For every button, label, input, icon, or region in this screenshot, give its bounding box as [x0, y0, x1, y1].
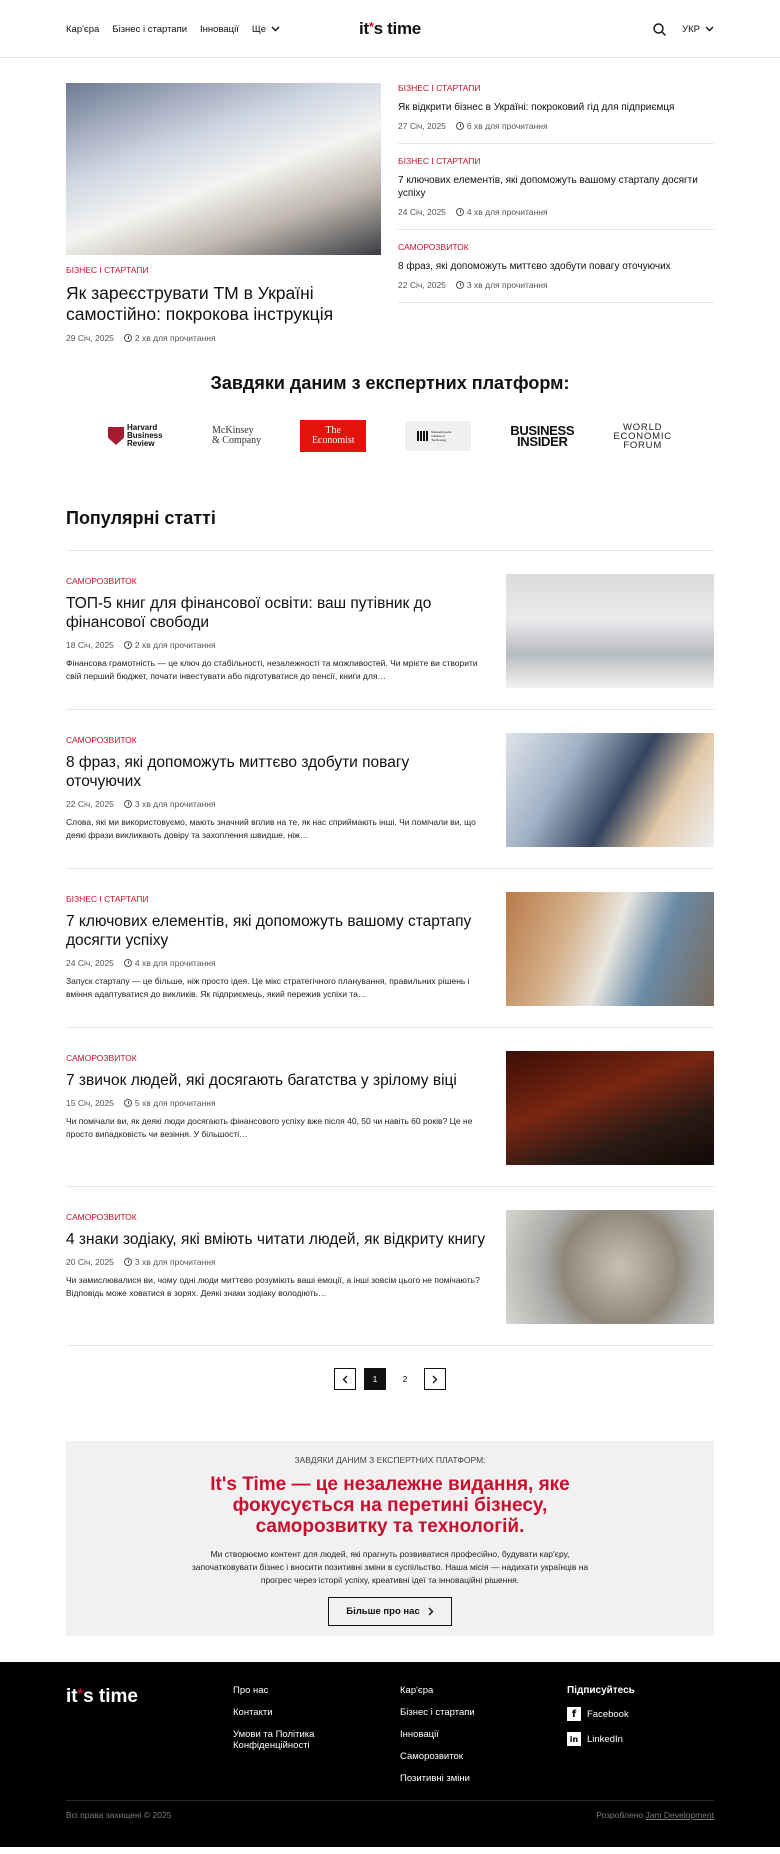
clock-icon	[456, 281, 464, 289]
popular-section	[66, 508, 714, 1390]
logo-part-1: it	[359, 19, 369, 38]
facebook-link[interactable]	[567, 1707, 714, 1721]
article-category[interactable]: САМОРОЗВИТОК	[398, 242, 469, 252]
article-meta	[66, 1098, 486, 1108]
article-category[interactable]: БІЗНЕС І СТАРТАПИ	[398, 156, 481, 166]
article-thumbnail[interactable]	[506, 1051, 714, 1165]
side-article[interactable]	[398, 242, 714, 303]
article-date: 22 Січ, 2025	[66, 799, 114, 809]
mckinsey-text-2: & Company	[212, 435, 262, 446]
article-meta	[66, 958, 486, 968]
article-title[interactable]: 7 звичок людей, які досягають багатства у зрілому віці	[66, 1072, 457, 1089]
article-thumbnail[interactable]	[506, 892, 714, 1006]
article-meta	[398, 280, 714, 290]
hbr-shield-icon	[108, 427, 124, 445]
about-us-button[interactable]	[328, 1597, 451, 1626]
hero-side-list	[398, 83, 714, 343]
clock-icon	[124, 1258, 132, 1266]
bi-text-2: INSIDER	[516, 434, 568, 449]
wef-text-3: FORUM	[623, 439, 663, 451]
main-content	[66, 83, 714, 1636]
footer-col-social	[567, 1685, 714, 1800]
read-time: 3 хв для прочитання	[134, 799, 216, 809]
clock-icon	[124, 1099, 132, 1107]
article-category[interactable]: БІЗНЕС І СТАРТАПИ	[66, 265, 149, 275]
article-date: 29 Січ, 2025	[66, 333, 114, 343]
nav-more[interactable]	[252, 24, 280, 35]
footer-link-contacts[interactable]: Контакти	[233, 1707, 273, 1718]
logo-part-2: s time	[373, 19, 421, 38]
footer-link-about[interactable]: Про нас	[233, 1685, 269, 1696]
article-title[interactable]: 4 знаки зодіаку, які вміють читати людей, як відкриту книгу	[66, 1231, 486, 1248]
clock-icon	[124, 800, 132, 808]
footer-logo[interactable]	[66, 1685, 233, 1800]
linkedin-link[interactable]	[567, 1732, 714, 1746]
read-time: 2 хв для прочитання	[134, 640, 216, 650]
article-category[interactable]: САМОРОЗВИТОК	[66, 576, 137, 586]
partners-section	[66, 373, 714, 456]
article-category[interactable]: БІЗНЕС І СТАРТАПИ	[398, 83, 481, 93]
nav-innovations[interactable]: Інновації	[200, 23, 239, 35]
main-nav	[66, 24, 280, 35]
nav-more-label: Ще	[251, 23, 267, 35]
site-logo[interactable]	[359, 19, 421, 39]
mit-logo	[405, 421, 471, 451]
article-excerpt: Слова, які ми використовуємо, мають значний вплив на те, як нас сприймають інші. Чи помічали ви, що деякі фрази викликають довіру та захоплення швидше, ніж…	[66, 817, 476, 840]
about-kicker: ЗАВДЯКИ ДАНИМ З ЕКСПЕРТНИХ ПЛАТФОРМ:	[294, 1455, 486, 1465]
site-footer	[0, 1662, 780, 1847]
subscribe-title: Підписуйтесь	[567, 1685, 635, 1696]
article-excerpt: Чи замислювалися ви, чому одні люди миттєво розуміють ваші емоції, а інші зовсім цього не помічають? Відповідь може ховатися в зорях. Деякі знаки зодіаку володіють…	[66, 1275, 480, 1298]
article-excerpt: Фінансова грамотність — це ключ до стабільності, незалежності та можливостей. Чи мрієте ви створити свій перший бюджет, почати інвестувати або підготуватися до пенсії, книги для…	[66, 658, 478, 681]
article-date: 15 Січ, 2025	[66, 1098, 114, 1108]
linkedin-label: LinkedIn	[587, 1733, 623, 1745]
article-title[interactable]: 8 фраз, які допоможуть миттєво здобути повагу оточуючих	[66, 754, 410, 790]
logo-star: *	[77, 1685, 84, 1701]
clock-icon	[124, 641, 132, 649]
chevron-right-icon	[428, 1607, 434, 1616]
dev-prefix: Розроблено	[596, 1810, 644, 1820]
article-excerpt: Чи помічали ви, як деякі люди досягають фінансового успіху вже після 40, 50 чи навіть 60 років? Це не просто випадковість чи везіння. У більшості…	[66, 1116, 473, 1139]
popular-article[interactable]	[66, 551, 714, 710]
popular-article[interactable]	[66, 1028, 714, 1187]
partners-title: Завдяки даним з експертних платформ:	[210, 373, 570, 393]
article-date: 27 Січ, 2025	[398, 121, 446, 131]
wef-text-1: WORLD	[622, 421, 663, 433]
mckinsey-text-1: McKinsey	[212, 425, 254, 436]
logo-part-1: it	[66, 1686, 78, 1707]
facebook-label: Facebook	[587, 1708, 629, 1720]
pagination	[66, 1368, 714, 1390]
linkedin-icon: in	[567, 1732, 581, 1746]
article-meta	[66, 333, 381, 343]
chevron-down-icon	[271, 26, 280, 32]
article-meta	[398, 121, 714, 131]
article-excerpt: Запуск стартапу — це більше, ніж просто ідея. Це мікс стратегічного планування, правильних рішень і вміння адаптуватися до викликів. Як підприємець, який пережив успіхи та…	[66, 976, 470, 999]
article-meta	[398, 207, 714, 217]
next-page-button[interactable]	[424, 1368, 446, 1390]
clock-icon	[456, 122, 464, 130]
popular-article[interactable]	[66, 710, 714, 869]
article-date: 18 Січ, 2025	[66, 640, 114, 650]
about-section	[66, 1441, 714, 1636]
article-date: 20 Січ, 2025	[66, 1257, 114, 1267]
about-us-label: Більше про нас	[346, 1606, 420, 1617]
read-time: 6 хв для прочитання	[466, 121, 548, 131]
popular-title: Популярні статті	[66, 508, 714, 551]
bi-text-1: BUSINESS	[510, 423, 575, 438]
language-label: УКР	[682, 23, 700, 35]
read-time: 4 хв для прочитання	[466, 207, 548, 217]
article-category[interactable]: БІЗНЕС І СТАРТАПИ	[66, 894, 149, 904]
article-thumbnail[interactable]	[506, 1210, 714, 1324]
article-title[interactable]: Як відкрити бізнес в Україні: покроковий гід для підприємця	[398, 102, 675, 113]
language-selector[interactable]	[682, 24, 714, 35]
developer-credit	[596, 1810, 714, 1820]
article-meta	[66, 1257, 486, 1267]
wef-logo	[613, 423, 672, 450]
hero-image[interactable]	[66, 83, 381, 255]
chevron-right-icon	[432, 1375, 438, 1384]
popular-article[interactable]	[66, 869, 714, 1028]
clock-icon	[456, 208, 464, 216]
wef-text-2: ECONOMIC	[613, 430, 672, 442]
economist-text-1: The	[325, 425, 341, 436]
article-category[interactable]: САМОРОЗВИТОК	[66, 1053, 137, 1063]
popular-article[interactable]	[66, 1187, 714, 1346]
clock-icon	[124, 959, 132, 967]
article-date: 24 Січ, 2025	[66, 958, 114, 968]
footer-col-categories	[400, 1685, 567, 1800]
page-1-button[interactable]: 1	[364, 1368, 386, 1390]
clock-icon	[124, 334, 132, 342]
article-title[interactable]: 8 фраз, які допоможуть миттєво здобути повагу оточуючих	[398, 261, 671, 272]
developer-link[interactable]: Jam Development	[645, 1810, 714, 1820]
page-2-button[interactable]: 2	[402, 1374, 408, 1384]
footer-link-business[interactable]: Бізнес і стартапи	[400, 1707, 475, 1718]
about-title: It's Time — це незалежне видання, яке фокусується на перетині бізнесу, саморозвитку та технологій.	[210, 1474, 570, 1537]
mckinsey-logo	[212, 426, 261, 446]
hero-main-article[interactable]	[66, 83, 381, 343]
article-title[interactable]: Як зареєструвати ТМ в Україні самостійно: покрокова інструкція	[66, 283, 334, 324]
business-insider-logo	[510, 425, 574, 447]
about-text: Ми створюємо контент для людей, які прагнуть розвиватися професійно, будувати кар'єру, започатковувати бізнес і вносити позитивні зміни в суспільство. Наша місія — надихати українців на прогрес через історії успіху, креативні ідеї та інноваційні рішення.	[191, 1549, 589, 1585]
read-time: 3 хв для прочитання	[134, 1257, 216, 1267]
article-meta	[66, 640, 486, 650]
prev-page-button[interactable]	[334, 1368, 356, 1390]
article-title[interactable]: 7 ключових елементів, які допоможуть вашому стартапу досягти успіху	[66, 913, 472, 949]
nav-business[interactable]: Бізнес і стартапи	[112, 23, 188, 35]
copyright: Всі права захищені © 2025	[66, 1810, 172, 1820]
mit-bars-icon	[417, 431, 428, 441]
footer-link-selfdev[interactable]: Саморозвиток	[400, 1751, 463, 1762]
hbr-text: Harvard Business Review	[127, 423, 163, 448]
footer-link-terms[interactable]: Умови та Політика Конфіденційності	[233, 1729, 315, 1751]
site-header	[0, 0, 780, 58]
article-meta	[66, 799, 486, 809]
footer-col-info	[233, 1685, 400, 1800]
footer-link-positive[interactable]: Позитивні зміни	[400, 1773, 470, 1784]
partners-logos	[108, 416, 672, 456]
side-article[interactable]	[398, 156, 714, 230]
side-article[interactable]	[398, 83, 714, 144]
chevron-left-icon	[342, 1375, 348, 1384]
logo-star: *	[368, 19, 374, 34]
search-icon[interactable]	[653, 23, 666, 36]
article-title[interactable]: ТОП-5 книг для фінансової освіти: ваш путівник до фінансової свободи	[66, 595, 432, 631]
nav-career[interactable]: Кар'єра	[66, 23, 100, 35]
read-time: 4 хв для прочитання	[134, 958, 216, 968]
article-category[interactable]: САМОРОЗВИТОК	[66, 735, 137, 745]
economist-text-2: Economist	[311, 435, 355, 446]
facebook-icon: f	[567, 1707, 581, 1721]
logo-part-2: s time	[83, 1686, 138, 1707]
article-category[interactable]: САМОРОЗВИТОК	[66, 1212, 137, 1222]
hbr-logo	[108, 424, 173, 448]
read-time: 3 хв для прочитання	[466, 280, 548, 290]
read-time: 5 хв для прочитання	[134, 1098, 216, 1108]
article-date: 22 Січ, 2025	[398, 280, 446, 290]
read-time: 2 хв для прочитання	[134, 333, 216, 343]
hero-section	[66, 83, 714, 343]
footer-link-career[interactable]: Кар'єра	[400, 1685, 434, 1696]
article-thumbnail[interactable]	[506, 733, 714, 847]
chevron-down-icon	[705, 26, 714, 32]
article-date: 24 Січ, 2025	[398, 207, 446, 217]
article-title[interactable]: 7 ключових елементів, які допоможуть вашому стартапу досягти успіху	[398, 175, 698, 199]
mit-text: Massachusetts Institute of Technology	[431, 430, 452, 442]
article-thumbnail[interactable]	[506, 574, 714, 688]
footer-link-innovations[interactable]: Інновації	[400, 1729, 439, 1740]
economist-logo	[300, 420, 366, 452]
